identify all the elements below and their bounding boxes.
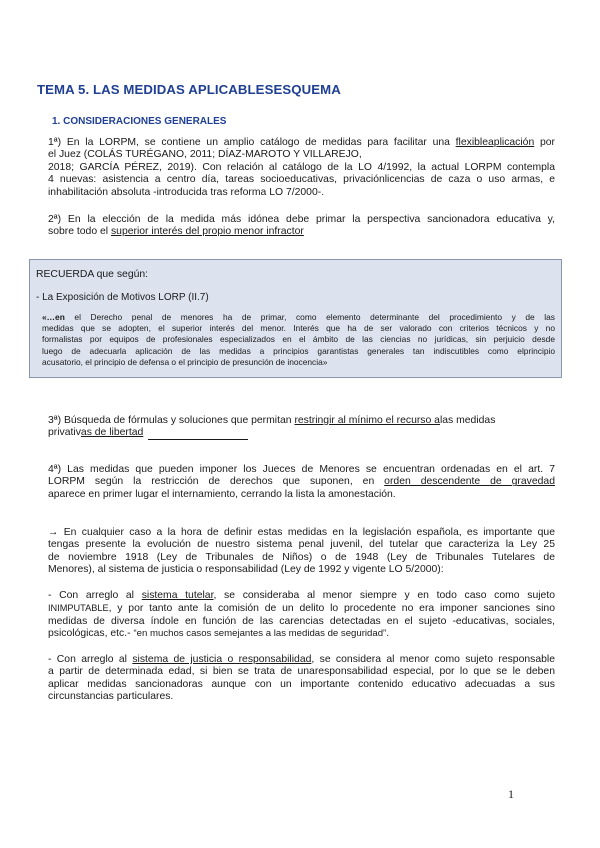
paragraph-line: a partir de determinada edad, si bien se trata de unaresponsabilidad especial, por lo que se le deben [48,666,555,678]
quote-line: medidas que se adopten, el superior interés del menor. Interés que ha de ser valorado con criterios técnicos y no [42,323,555,334]
paragraph-line: Menores), al sistema de justicia o responsabilidad (Ley de 1992 y vigente LO 5/2000): [48,564,444,576]
exposicion-quote [42,312,555,368]
paragraph-line: psicológicas, etc.- “en muchos casos semejantes a las medidas de seguridad”. [48,628,390,640]
paragraph-line: 3ª) Búsqueda de fórmulas y soluciones que permitan restringir al mínimo el recurso alas medidas [48,415,496,426]
paragraph-line: de noviembre 1918 (Ley de Tribunales de Niños) o de 1948 (Ley de Tribunales Tutelares de [48,551,555,563]
quote-line: formalistas por equipos de profesionales especializados en el ámbito de las ciencias no jurídicas, sin perjuicio desde [42,334,555,345]
paragraph-line: circunstancias particulares. [48,691,174,703]
paragraph-line: aparece en primer lugar el internamiento, cerrando la lista la amonestación. [48,488,396,500]
paragraph-2 [48,214,555,239]
paragraph-4 [48,464,555,501]
paragraph-line: medidas de diversa índole en función de las carencias detectadas en el sujeto -educativas, sociales, [48,615,555,627]
paragraph-line: - Con arreglo al sistema de justicia o responsabilidad, se considera al menor como sujeto responsable [48,654,555,665]
paragraph-line: - Con arreglo al sistema tutelar, se consideraba al menor siempre y en todo caso como sujeto [48,590,555,601]
paragraph-line: 4ª) Las medidas que pueden imponer los Jueces de Menores se encuentran ordenadas en el art. 7 [48,464,555,475]
recuerda-label: RECUERDA que según: [36,269,149,280]
document-title: TEMA 5. LAS MEDIDAS APLICABLESESQUEMA [37,82,341,97]
paragraph-line: aplicar medidas sancionadoras aunque con un importante contenido educativo adecuadas a sus [48,678,555,690]
quote-line: luego de adecuarla aplicación de las medidas a principios garantistas generales tan indiscutibles como elprincipio [42,345,555,356]
section-heading: 1. CONSIDERACIONES GENERALES [52,116,227,127]
paragraph-line: 1ª) En la LORPM, se contiene un amplio catálogo de medidas para facilitar una flexibleaplicación por [48,137,555,148]
paragraph-line: LORPM según la restricción de derechos que suponen, en orden descendente de gravedad [48,476,555,488]
paragraph-line: el Juez (COLÁS TURÉGANO, 2011; DÍAZ-MAROTO Y VILLAREJO, [48,149,362,161]
paragraph-7 [48,654,555,704]
quote-line: acusatorio, el principio de defensa o el principio de presunción de inocencia» [42,356,328,367]
exposicion-reference: - La Exposición de Motivos LORP (II.7) [36,292,209,303]
paragraph-6 [48,590,555,641]
paragraph-1 [48,137,555,199]
paragraph-line: sobre todo el superior interés del propio menor infractor [48,226,304,238]
paragraph-line: INIMPUTABLE, y por tanto ante la comisión de un delito lo procedente no era imponer sanciones sino [48,603,555,615]
underline-rule [148,439,248,440]
paragraph-line: 2018; GARCÍA PÉREZ, 2019). Con relación al catálogo de la LO 4/1992, la actual LORPM contempla [48,161,555,173]
paragraph-line: → En cualquier caso a la hora de definir estas medidas en la legislación española, es importante que [48,527,555,538]
paragraph-3 [48,415,555,440]
recuerda-callout [29,259,562,378]
paragraph-line: inhabilitación absoluta -introducida tras reforma LO 7/2000-. [48,186,325,198]
paragraph-5 [48,527,555,577]
paragraph-line: 2ª) En la elección de la medida más idónea debe primar la perspectiva sancionadora educativa y, [48,214,555,225]
quote-line: «…en el Derecho penal de menores ha de primar, como elemento determinante del procedimiento y de las [42,312,555,322]
paragraph-line: privativas de libertad [48,427,144,439]
page-number: 1 [508,787,514,801]
paragraph-line: tengas presente la evolución de nuestro sistema penal juvenil, del tutelar que caracteriza la Ley 25 [48,539,555,551]
paragraph-line: 4 nuevas: asistencia a centro día, tareas socioeducativas, privaciónlicencias de caza o uso armas, e [48,174,555,186]
